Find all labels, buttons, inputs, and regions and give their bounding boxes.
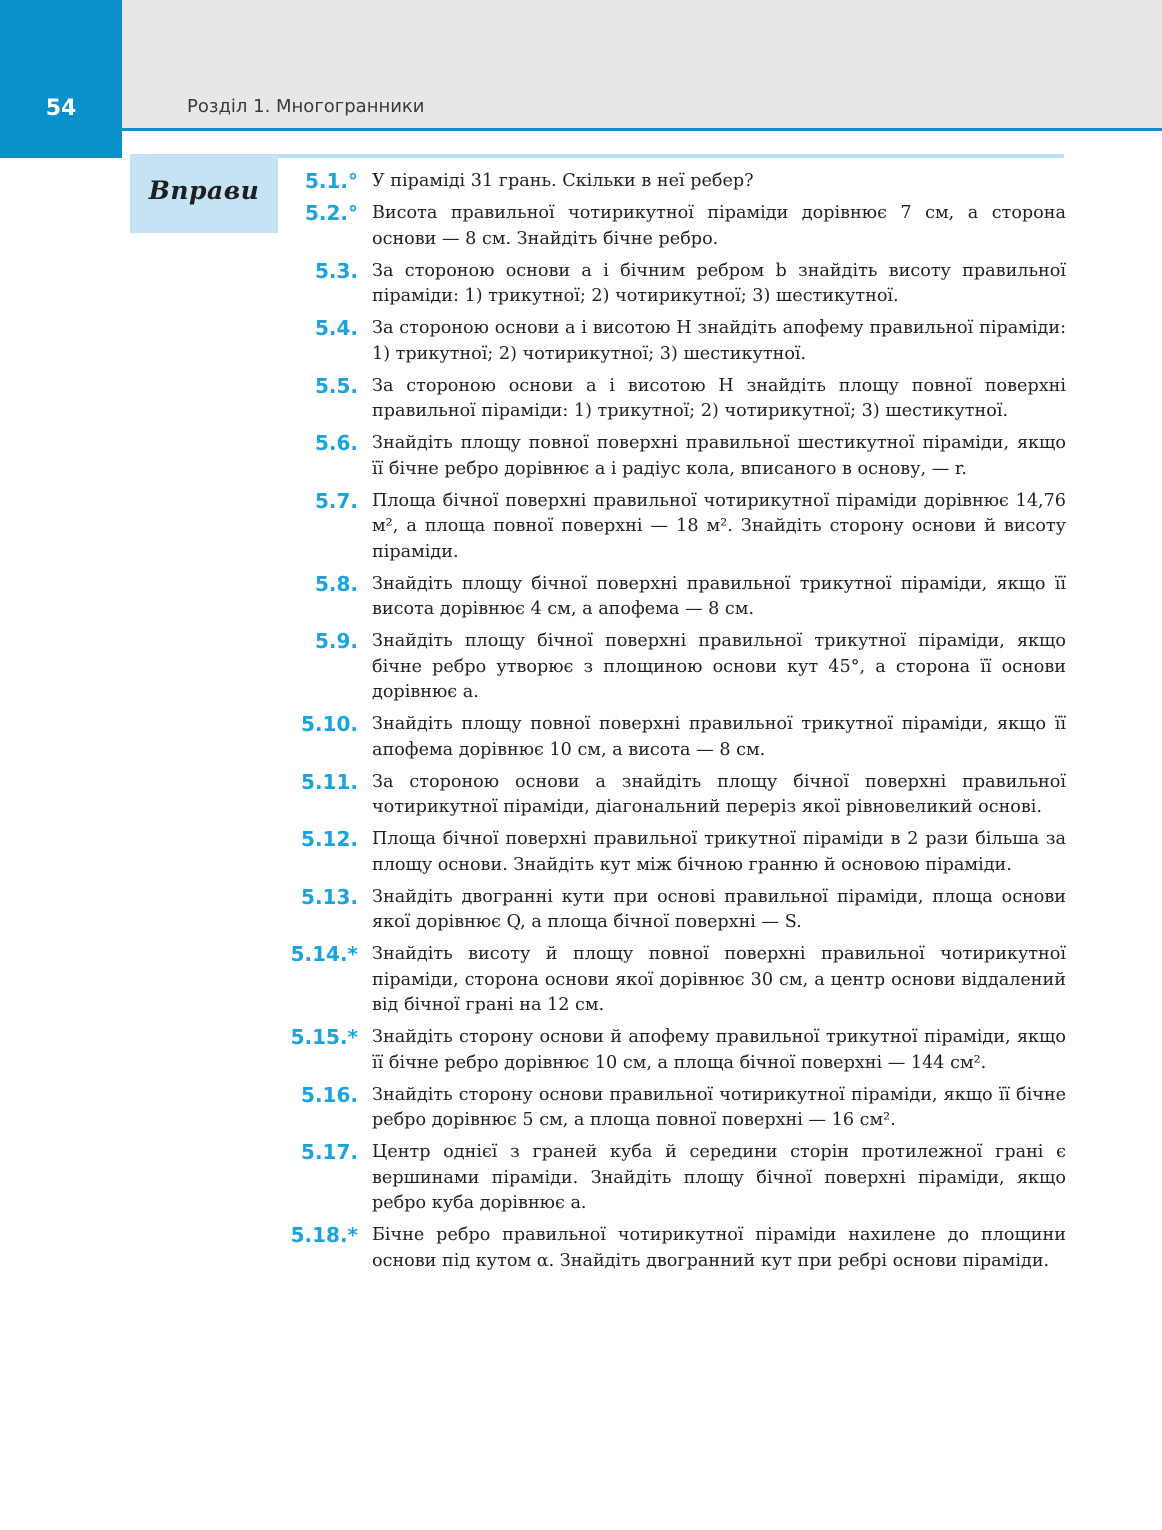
exercise-text: За стороною основи a і бічним ребром b знайдіть висоту правильної піраміди: 1) трикутної; 2) чотирикутної; 3) шестикутної. bbox=[372, 260, 1066, 306]
section-divider bbox=[278, 154, 1064, 158]
exercise-text: Знайдіть двогранні кути при основі правильної піраміди, площа основи якої дорівнює Q, а площа бічної поверхні — S. bbox=[372, 886, 1066, 932]
exercise-number: 5.14.* bbox=[290, 942, 358, 966]
exercise-item bbox=[280, 374, 1066, 425]
exercise-number: 5.8. bbox=[314, 571, 358, 596]
exercise-number: 5.6. bbox=[314, 431, 358, 455]
exercise-text: За стороною основи a і висотою H знайдіть площу повної поверхні правильної піраміди: 1) трикутної; 2) чотирикутної; 3) шестикутної. bbox=[372, 375, 1066, 421]
exercise-text: Знайдіть сторону основи правильної чотирикутної піраміди, якщо її бічне ребро дорівнює 5 см, а площа повної поверхні — 16 см². bbox=[372, 1084, 1066, 1130]
exercise-item bbox=[280, 572, 1066, 623]
exercise-number: 5.17. bbox=[301, 1140, 358, 1164]
exercise-item bbox=[280, 629, 1066, 706]
exercise-text: Площа бічної поверхні правильної чотирикутної піраміди дорівнює 14,76 м², а площа повної поверхні — 18 м². Знайдіть сторону основи й висоту піраміди. bbox=[372, 490, 1066, 562]
exercise-item bbox=[280, 1083, 1066, 1134]
exercise-number: 5.15.* bbox=[290, 1025, 358, 1049]
exercise-text: Знайдіть сторону основи й апофему правильної трикутної піраміди, якщо її бічне ребро дорівнює 10 см, а площа бічної поверхні — 144 см². bbox=[372, 1027, 1066, 1073]
exercise-number: 5.18.* bbox=[290, 1223, 358, 1247]
exercise-item bbox=[280, 201, 1066, 252]
header-rule bbox=[122, 128, 1162, 131]
exercise-list bbox=[280, 169, 1066, 1281]
exercise-item bbox=[280, 1140, 1066, 1217]
exercise-number: 5.10. bbox=[301, 712, 358, 736]
exercise-item bbox=[280, 942, 1066, 1019]
exercise-text: За стороною основи a і висотою H знайдіть апофему правильної піраміди: 1) трикутної; 2) чотирикутної; 3) шестикутної. bbox=[372, 318, 1066, 364]
exercise-item bbox=[280, 169, 1066, 195]
exercise-item bbox=[280, 770, 1066, 821]
page-number-tab bbox=[0, 0, 122, 158]
section-title: Розділ 1. Многогранники bbox=[187, 96, 425, 117]
exercise-number: 5.11. bbox=[301, 769, 358, 794]
exercises-label-box bbox=[130, 154, 278, 233]
exercise-item bbox=[280, 489, 1066, 566]
exercise-item bbox=[280, 1025, 1066, 1076]
exercise-item bbox=[280, 259, 1066, 310]
exercise-text: За стороною основи a знайдіть площу бічної поверхні правильної чотирикутної піраміди, діагональний переріз якої рівновеликий основі. bbox=[372, 771, 1066, 817]
exercise-item bbox=[280, 1223, 1066, 1274]
exercise-text: Знайдіть площу повної поверхні правильної шестикутної піраміди, якщо її бічне ребро дорівнює a і радіус кола, вписаного в основу, — r. bbox=[372, 433, 1066, 479]
exercise-text: Бічне ребро правильної чотирикутної піраміди нахилене до площини основи під кутом α. Знайдіть двогранний кут при ребрі основи піраміди. bbox=[372, 1225, 1066, 1271]
exercise-item bbox=[280, 885, 1066, 936]
exercises-label: Вправи bbox=[148, 176, 260, 205]
exercise-item bbox=[280, 712, 1066, 763]
exercise-text: Центр однієї з граней куба й середини сторін протилежної грані є вершинами піраміди. Знайдіть площу бічної поверхні піраміди, якщо ребро куба дорівнює a. bbox=[372, 1142, 1066, 1213]
exercise-text: Знайдіть площу бічної поверхні правильної трикутної піраміди, якщо бічне ребро утворює з площиною основи кут 45°, а сторона її основи дорівнює a. bbox=[372, 631, 1066, 702]
exercise-number: 5.5. bbox=[314, 373, 358, 398]
exercise-number: 5.4. bbox=[314, 316, 358, 340]
header-band bbox=[0, 0, 1162, 128]
exercise-number: 5.1.° bbox=[304, 169, 358, 193]
exercise-number: 5.2.° bbox=[304, 201, 358, 225]
exercise-text: Площа бічної поверхні правильної трикутної піраміди в 2 рази більша за площу основи. Знайдіть кут між бічною гранню й основою піраміди. bbox=[372, 829, 1066, 875]
exercise-number: 5.12. bbox=[301, 827, 358, 851]
exercise-number: 5.13. bbox=[301, 884, 358, 909]
exercise-number: 5.9. bbox=[314, 629, 358, 653]
exercise-text: Знайдіть площу бічної поверхні правильної трикутної піраміди, якщо її висота дорівнює 4 см, а апофема — 8 см. bbox=[372, 573, 1066, 619]
exercise-item bbox=[280, 316, 1066, 367]
exercise-text: У піраміді 31 грань. Скільки в неї ребер? bbox=[372, 171, 754, 191]
exercise-text: Знайдіть площу повної поверхні правильної трикутної піраміди, якщо її апофема дорівнює 10 см, а висота — 8 см. bbox=[372, 714, 1066, 760]
exercise-number: 5.7. bbox=[314, 488, 358, 513]
exercise-number: 5.16. bbox=[301, 1082, 358, 1107]
exercise-number: 5.3. bbox=[314, 258, 358, 283]
exercise-item bbox=[280, 431, 1066, 482]
exercise-text: Висота правильної чотирикутної піраміди дорівнює 7 см, а сторона основи — 8 см. Знайдіть бічне ребро. bbox=[372, 203, 1066, 249]
exercise-text: Знайдіть висоту й площу повної поверхні правильної чотирикутної піраміди, сторона основи якої дорівнює 30 см, а центр основи віддалений від бічної грані на 12 см. bbox=[372, 944, 1066, 1015]
exercise-item bbox=[280, 827, 1066, 878]
page-number: 54 bbox=[45, 96, 77, 121]
